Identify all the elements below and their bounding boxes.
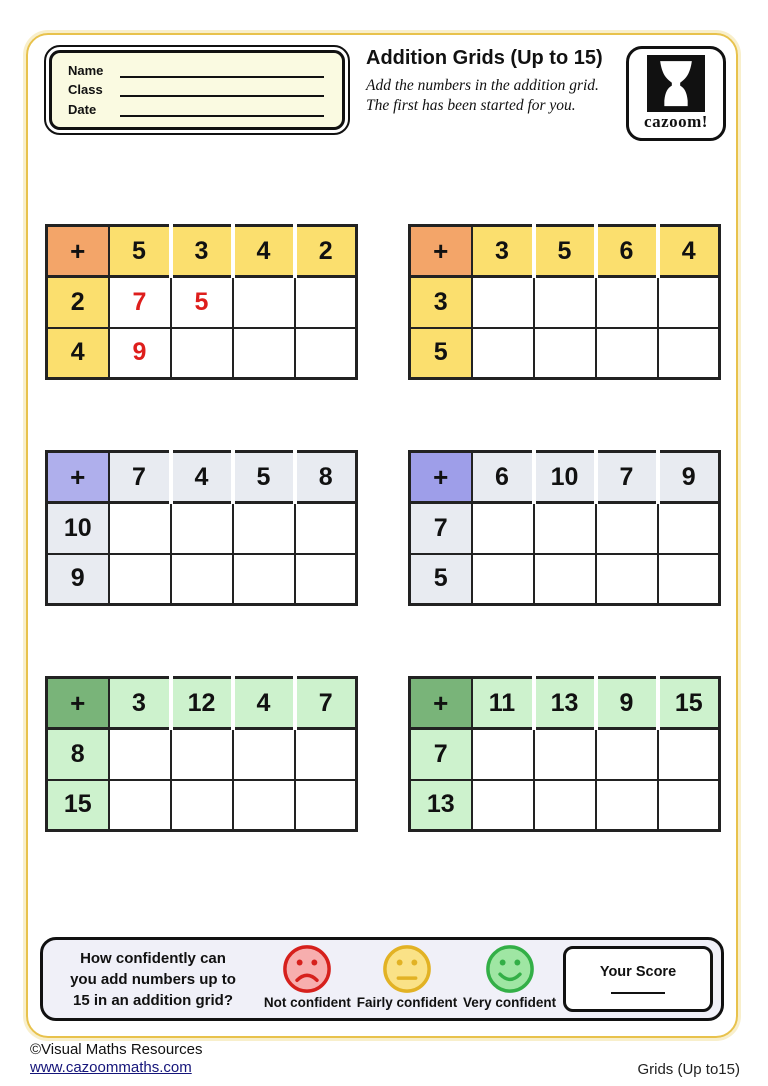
col-header-cell: 5 [233, 452, 295, 503]
confidence-option-label: Fairly confident [356, 994, 458, 1010]
neutral-face-icon [381, 943, 433, 995]
answer-cell[interactable] [472, 277, 534, 328]
question-line-2: you add numbers up to [70, 970, 236, 988]
answer-cell[interactable] [472, 729, 534, 780]
row-header-cell: 3 [410, 277, 472, 328]
col-header-cell: 4 [233, 226, 295, 277]
plus-operator-cell: + [410, 226, 472, 277]
answer-cell[interactable] [233, 277, 295, 328]
answer-cell[interactable] [233, 503, 295, 554]
question-line-1: How confidently can [80, 949, 226, 967]
addition-grid-5 [45, 676, 358, 832]
grids-section [45, 224, 738, 832]
col-header-cell: 7 [596, 452, 658, 503]
name-write-line[interactable] [120, 63, 324, 78]
answer-cell[interactable] [171, 503, 233, 554]
confidence-option-very-confident[interactable] [463, 943, 556, 1010]
col-header-cell: 12 [171, 678, 233, 729]
plus-operator-cell: + [47, 452, 109, 503]
row-header-cell: 10 [47, 503, 109, 554]
answer-cell[interactable] [295, 554, 357, 605]
col-header-cell: 15 [658, 678, 720, 729]
copyright-text: ©Visual Maths Resources [30, 1040, 203, 1058]
col-header-cell: 3 [472, 226, 534, 277]
name-label: Name [68, 63, 104, 79]
answer-cell[interactable] [596, 328, 658, 379]
col-header-cell: 5 [534, 226, 596, 277]
answer-cell[interactable] [295, 503, 357, 554]
answer-cell[interactable] [658, 328, 720, 379]
answer-cell[interactable] [171, 328, 233, 379]
answer-cell[interactable] [472, 503, 534, 554]
grid-row-1 [45, 224, 738, 380]
answer-cell-filled: 7 [109, 277, 171, 328]
answer-cell[interactable] [534, 277, 596, 328]
col-header-cell: 4 [658, 226, 720, 277]
student-info-inner [49, 50, 345, 130]
answer-cell[interactable] [658, 780, 720, 831]
answer-cell[interactable] [534, 503, 596, 554]
col-header-cell: 10 [534, 452, 596, 503]
grid-row-2 [45, 450, 738, 606]
logo-text: cazoom! [644, 112, 708, 131]
answer-cell[interactable] [472, 780, 534, 831]
answer-cell[interactable] [295, 328, 357, 379]
answer-cell[interactable] [596, 554, 658, 605]
row-header-cell: 13 [410, 780, 472, 831]
col-header-cell: 11 [472, 678, 534, 729]
row-header-cell: 5 [410, 328, 472, 379]
instructions [366, 76, 626, 117]
class-line [68, 82, 328, 97]
col-header-cell: 7 [295, 678, 357, 729]
confidence-question [49, 948, 257, 1011]
col-header-cell: 6 [472, 452, 534, 503]
instruction-line-1: Add the numbers in the addition grid. [366, 77, 599, 94]
col-header-cell: 5 [109, 226, 171, 277]
row-header-cell: 7 [410, 503, 472, 554]
addition-grid-6 [408, 676, 721, 832]
row-header-cell: 9 [47, 554, 109, 605]
question-line-3: 15 in an addition grid? [72, 991, 233, 1009]
answer-cell[interactable] [109, 780, 171, 831]
answer-cell[interactable] [658, 554, 720, 605]
class-label: Class [68, 82, 103, 98]
answer-cell[interactable] [596, 277, 658, 328]
date-write-line[interactable] [120, 102, 324, 117]
col-header-cell: 3 [109, 678, 171, 729]
col-header-cell: 4 [171, 452, 233, 503]
answer-cell[interactable] [171, 780, 233, 831]
col-header-cell: 3 [171, 226, 233, 277]
col-header-cell: 7 [109, 452, 171, 503]
answer-cell[interactable] [658, 277, 720, 328]
answer-cell[interactable] [171, 729, 233, 780]
plus-operator-cell: + [410, 452, 472, 503]
answer-cell[interactable] [534, 780, 596, 831]
score-label: Your Score [599, 964, 677, 980]
cazoom-logo [626, 46, 726, 141]
header [26, 33, 738, 141]
row-header-cell: 4 [47, 328, 109, 379]
col-header-cell: 9 [596, 678, 658, 729]
col-header-cell: 6 [596, 226, 658, 277]
answer-cell[interactable] [109, 729, 171, 780]
instruction-line-2: The first has been started for you. [366, 97, 576, 115]
answer-cell[interactable] [596, 729, 658, 780]
answer-cell[interactable] [596, 780, 658, 831]
col-header-cell: 2 [295, 226, 357, 277]
answer-cell[interactable] [295, 780, 357, 831]
answer-cell[interactable] [109, 503, 171, 554]
happy-face-icon [484, 943, 536, 995]
answer-cell[interactable] [233, 328, 295, 379]
footer [30, 1041, 740, 1079]
confidence-option-fairly-confident[interactable] [357, 943, 458, 1010]
student-info-box [44, 45, 350, 135]
answer-cell[interactable] [171, 554, 233, 605]
row-header-cell: 15 [47, 780, 109, 831]
answer-cell[interactable] [658, 729, 720, 780]
addition-grid-3 [45, 450, 358, 606]
answer-cell[interactable] [534, 328, 596, 379]
row-header-cell: 5 [410, 554, 472, 605]
date-line [68, 102, 328, 117]
addition-grid-4 [408, 450, 721, 606]
confidence-options [257, 943, 563, 1016]
answer-cell[interactable] [233, 554, 295, 605]
col-header-cell: 9 [658, 452, 720, 503]
title-block [350, 45, 626, 117]
sad-face-icon [281, 943, 333, 995]
drum-icon [647, 55, 705, 112]
answer-cell[interactable] [109, 554, 171, 605]
date-label: Date [68, 101, 97, 117]
grid-row-3 [45, 676, 738, 832]
confidence-option-label: Very confident [463, 994, 557, 1010]
addition-grid-2 [408, 224, 721, 380]
confidence-option-not-confident[interactable] [264, 943, 351, 1010]
plus-operator-cell: + [47, 226, 109, 277]
answer-cell[interactable] [295, 729, 357, 780]
class-write-line[interactable] [120, 82, 324, 97]
answer-cell-filled: 5 [171, 277, 233, 328]
answer-cell[interactable] [596, 503, 658, 554]
answer-cell[interactable] [534, 729, 596, 780]
col-header-cell: 13 [534, 678, 596, 729]
score-box [563, 946, 713, 1012]
website-link[interactable]: www.cazoommaths.com [30, 1059, 192, 1077]
answer-cell[interactable] [233, 780, 295, 831]
addition-grid-1 [45, 224, 358, 380]
answer-cell[interactable] [295, 277, 357, 328]
answer-cell[interactable] [534, 554, 596, 605]
sheet-label: Grids (Up to15) [637, 1061, 740, 1078]
row-header-cell: 2 [47, 277, 109, 328]
page-title: Addition Grids (Up to 15) [366, 47, 603, 69]
plus-operator-cell: + [47, 678, 109, 729]
plus-operator-cell: + [410, 678, 472, 729]
answer-cell[interactable] [472, 328, 534, 379]
answer-cell[interactable] [658, 503, 720, 554]
confidence-bar [40, 937, 724, 1021]
answer-cell-filled: 9 [109, 328, 171, 379]
name-line [68, 63, 328, 78]
col-header-cell: 8 [295, 452, 357, 503]
answer-cell[interactable] [233, 729, 295, 780]
confidence-option-label: Not confident [263, 994, 351, 1010]
col-header-cell: 4 [233, 678, 295, 729]
score-write-line[interactable] [611, 988, 665, 994]
row-header-cell: 7 [410, 729, 472, 780]
answer-cell[interactable] [472, 554, 534, 605]
row-header-cell: 8 [47, 729, 109, 780]
